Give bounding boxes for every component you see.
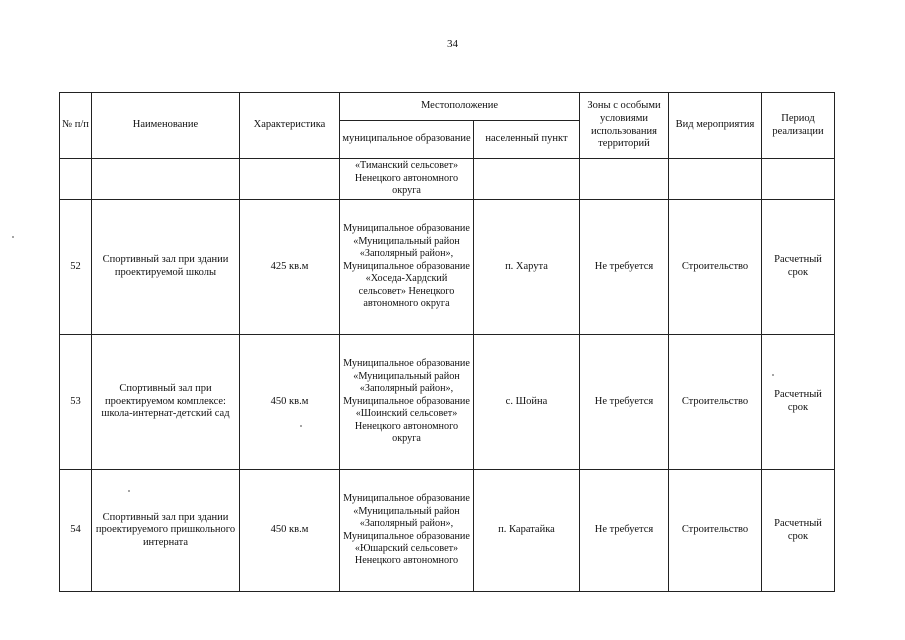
- cell-activity: Строительство: [669, 200, 762, 335]
- header-municipality: муниципальное образование: [340, 121, 474, 159]
- scan-speck: [128, 490, 130, 492]
- cell-empty: [669, 159, 762, 200]
- header-row-1: [60, 93, 835, 121]
- header-activity: Вид мероприятия: [669, 93, 762, 159]
- cell-period: Расчетный срок: [762, 470, 835, 592]
- header-location: Местоположение: [340, 93, 580, 121]
- cell-characteristic: 425 кв.м: [240, 200, 340, 335]
- cell-municipality: «Тиманский сельсовет» Ненецкого автономного округа: [340, 159, 474, 200]
- cell-municipality: Муниципальное образование «Муниципальный район «Заполярный район», Муниципальное образование «Хоседа-Хардский сельсовет» Ненецкого автономного округа: [340, 200, 474, 335]
- scan-speck: [12, 236, 14, 238]
- table-row: [60, 470, 835, 592]
- cell-activity: Строительство: [669, 335, 762, 470]
- cell-name: Спортивный зал при здании проектируемого пришкольного интерната: [92, 470, 240, 592]
- page-number: 34: [447, 38, 458, 50]
- cell-zones: Не требуется: [580, 470, 669, 592]
- header-period: Период реализации: [762, 93, 835, 159]
- cell-zones: Не требуется: [580, 200, 669, 335]
- header-zones: Зоны с особыми условиями использования территорий: [580, 93, 669, 159]
- planning-table: [59, 92, 835, 592]
- scan-speck: [772, 374, 774, 376]
- cell-characteristic: 450 кв.м: [240, 335, 340, 470]
- cell-period: Расчетный срок: [762, 335, 835, 470]
- cell-num: 53: [60, 335, 92, 470]
- cell-municipality: Муниципальное образование «Муниципальный район «Заполярный район», Муниципальное образование «Юшарский сельсовет» Ненецкого автономного: [340, 470, 474, 592]
- cell-num: 54: [60, 470, 92, 592]
- header-settlement: населенный пункт: [474, 121, 580, 159]
- cell-empty: [60, 159, 92, 200]
- cell-num: 52: [60, 200, 92, 335]
- cell-empty: [474, 159, 580, 200]
- scan-speck: [300, 425, 302, 427]
- cell-activity: Строительство: [669, 470, 762, 592]
- cell-settlement: п. Харута: [474, 200, 580, 335]
- continuation-row: [60, 159, 835, 200]
- table-row: [60, 200, 835, 335]
- cell-settlement: п. Каратайка: [474, 470, 580, 592]
- cell-period: Расчетный срок: [762, 200, 835, 335]
- header-name: Наименование: [92, 93, 240, 159]
- cell-zones: Не требуется: [580, 335, 669, 470]
- cell-empty: [762, 159, 835, 200]
- cell-settlement: с. Шойна: [474, 335, 580, 470]
- table-row: [60, 335, 835, 470]
- cell-municipality: Муниципальное образование «Муниципальный район «Заполярный район», Муниципальное образование «Шоинский сельсовет» Ненецкого автономного округа: [340, 335, 474, 470]
- cell-name: Спортивный зал при проектируемом комплексе: школа-интернат-детский сад: [92, 335, 240, 470]
- header-characteristic: Характеристика: [240, 93, 340, 159]
- cell-empty: [92, 159, 240, 200]
- header-num: № п/п: [60, 93, 92, 159]
- cell-empty: [580, 159, 669, 200]
- cell-name: Спортивный зал при здании проектируемой школы: [92, 200, 240, 335]
- cell-empty: [240, 159, 340, 200]
- cell-characteristic: 450 кв.м: [240, 470, 340, 592]
